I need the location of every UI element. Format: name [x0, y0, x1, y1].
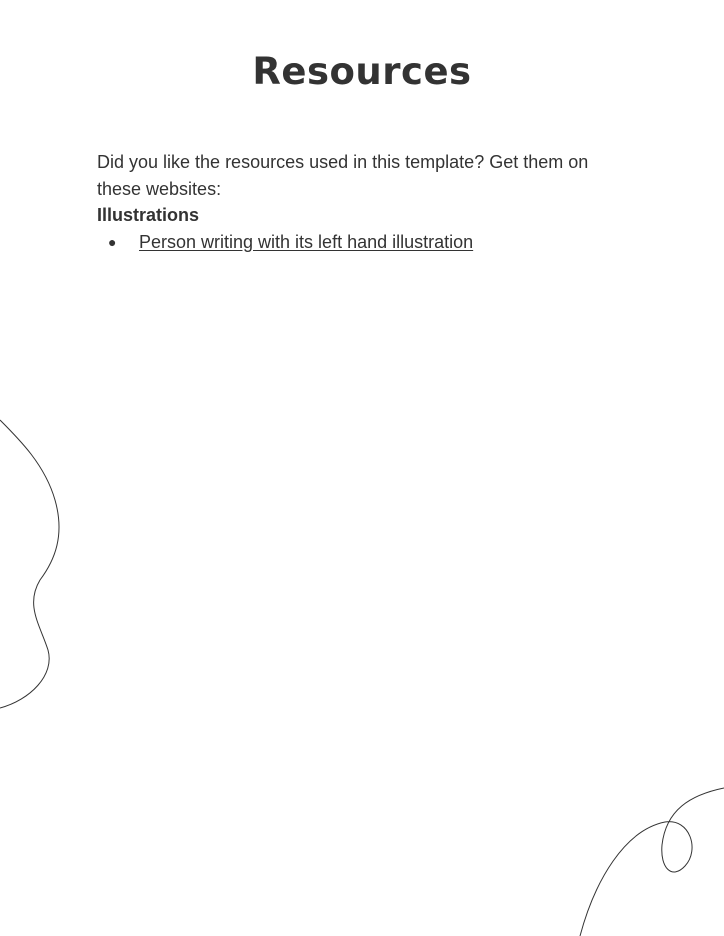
page-title: Resources — [252, 50, 472, 93]
resource-link[interactable]: Person writing with its left hand illustration — [139, 231, 474, 252]
section-heading-illustrations: Illustrations — [97, 205, 200, 225]
resource-list — [97, 229, 637, 256]
left-squiggle-line — [0, 420, 59, 708]
intro-line-2: these websites: — [97, 178, 222, 199]
list-item — [97, 229, 637, 256]
bullet-icon: ● — [108, 233, 117, 250]
resources-content — [97, 149, 637, 255]
intro-line-1: Did you like the resources used in this template? Get them on — [97, 152, 589, 172]
bottom-right-loop-line — [580, 788, 724, 936]
intro-paragraph — [97, 149, 637, 202]
